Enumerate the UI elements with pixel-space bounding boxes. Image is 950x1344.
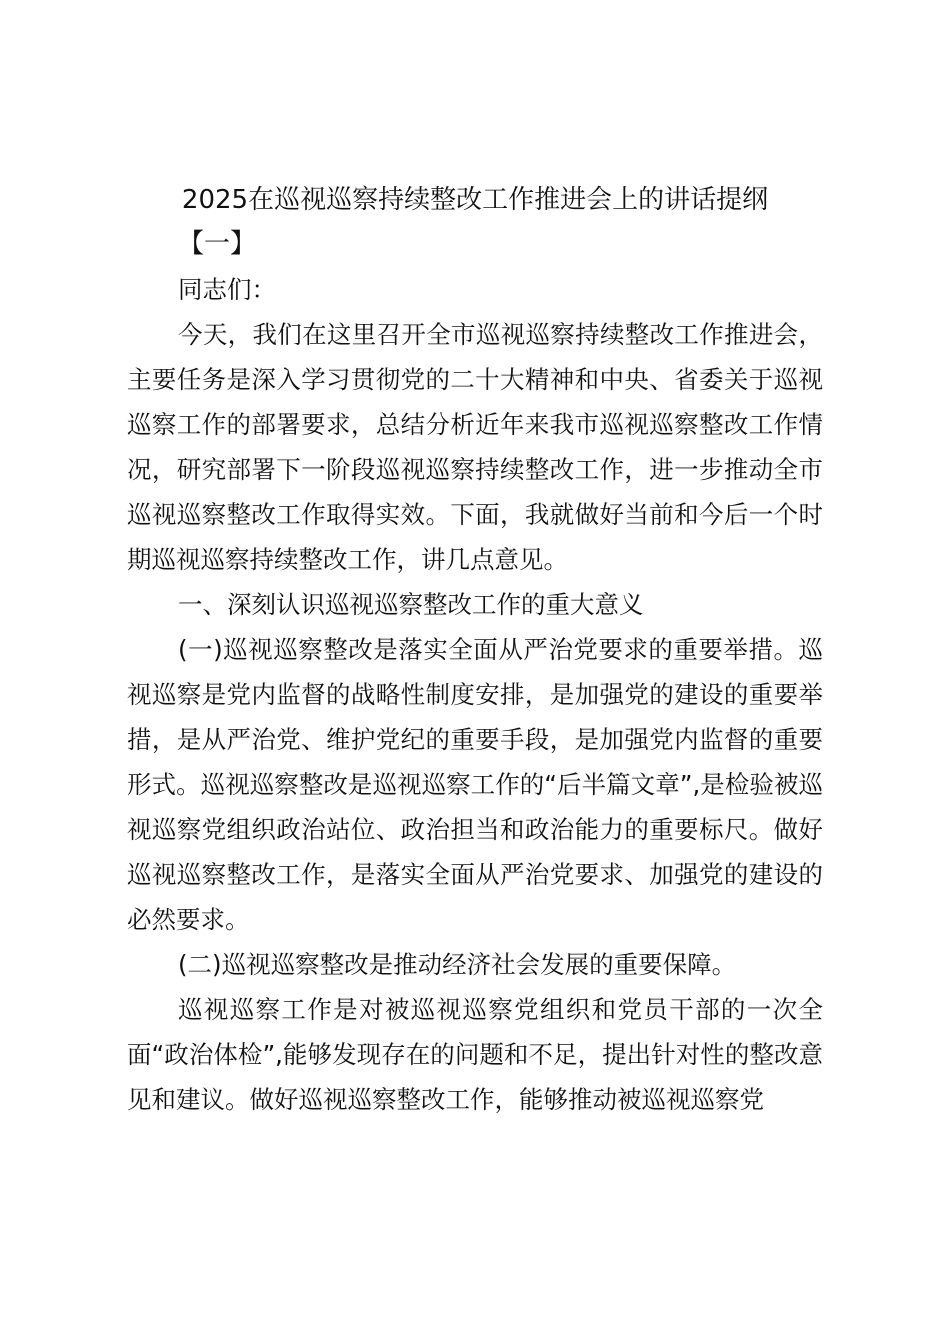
paragraph-point-2-body: 巡视巡察工作是对被巡视巡察党组织和党员干部的一次全面“政治体检”,能够发现存在的问题和不足，提出针对性的整改意见和建议。做好巡视巡察整改工作，能够推动被巡视巡察党 xyxy=(127,995,823,1114)
paragraph-intro: 今天，我们在这里召开全市巡视巡察持续整改工作推进会，主要任务是深入学习贯彻党的二十大精神和中央、省委关于巡视巡察工作的部署要求，总结分析近年来我市巡视巡察整改工作情况，研究部署下一阶段巡视巡察持续整改工作，进一步推动全市巡视巡察整改工作取得实效。下面，我就做好当前和今后一个时期巡视巡察持续整改工作，讲几点意见。 xyxy=(127,320,823,574)
paragraph-salutation: 同志们： xyxy=(178,275,276,304)
document-title: 2025在巡视巡察持续整改工作推进会上的讲话提纲 xyxy=(181,185,769,215)
paragraph-point-2-heading: (二)巡视巡察整改是推动经济社会发展的重要保障。 xyxy=(178,950,737,979)
section-heading-1: 一、深刻认识巡视巡察整改工作的重大意义 xyxy=(178,590,644,619)
paragraph-point-1: (一)巡视巡察整改是落实全面从严治党要求的重要举措。巡视巡察是党内监督的战略性制度安排，是加强党的建设的重要举措，是从严治党、维护党纪的重要手段，是加强党内监督的重要形式。巡视巡察整改是巡视巡察工作的“后半篇文章”,是检验被巡视巡察党组织政治站位、政治担当和政治能力的重要标尺。做好巡视巡察整改工作，是落实全面从严治党要求、加强党的建设的必然要求。 xyxy=(127,635,823,934)
document-body xyxy=(127,267,823,1122)
document-subtitle: 【一】 xyxy=(178,229,257,259)
